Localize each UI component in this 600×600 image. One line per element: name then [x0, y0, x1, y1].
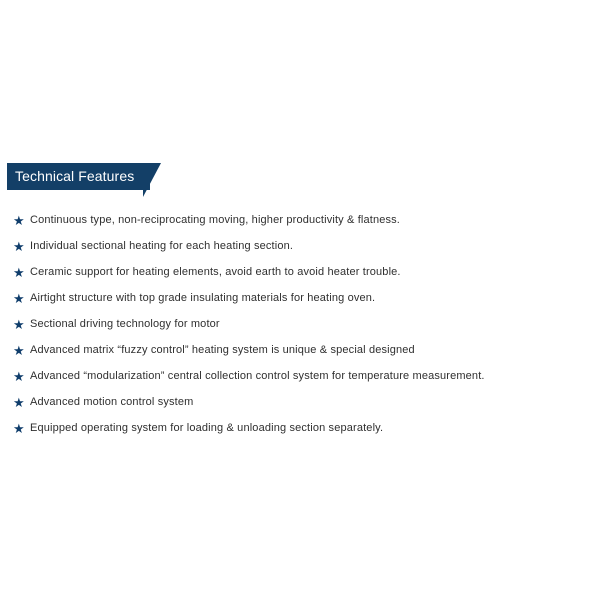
feature-item [13, 389, 588, 415]
banner-tab-decoration [143, 163, 161, 197]
feature-text: Advanced motion control system [30, 395, 194, 408]
star-icon: ★ [13, 368, 25, 384]
section-title-banner [7, 163, 150, 190]
feature-item [13, 259, 588, 285]
feature-item [13, 311, 588, 337]
feature-item [13, 337, 588, 363]
feature-item [13, 285, 588, 311]
star-icon: ★ [13, 420, 25, 436]
feature-text: Equipped operating system for loading & unloading section separately. [30, 421, 384, 434]
star-icon: ★ [13, 290, 25, 306]
feature-text: Individual sectional heating for each heating section. [30, 239, 294, 252]
star-icon: ★ [13, 342, 25, 358]
feature-item [13, 363, 588, 389]
star-icon: ★ [13, 212, 25, 228]
star-icon: ★ [13, 238, 25, 254]
feature-item [13, 415, 588, 441]
feature-item [13, 233, 588, 259]
feature-list [13, 207, 588, 441]
star-icon: ★ [13, 264, 25, 280]
feature-text: Continuous type, non-reciprocating moving, higher productivity & flatness. [30, 213, 401, 226]
section-title: Technical Features [15, 168, 135, 184]
feature-text: Ceramic support for heating elements, avoid earth to avoid heater trouble. [30, 265, 401, 278]
feature-text: Advanced “modularization” central collection control system for temperature measurement. [30, 369, 485, 382]
star-icon: ★ [13, 394, 25, 410]
feature-text: Advanced matrix “fuzzy control” heating system is unique & special designed [30, 343, 415, 356]
feature-text: Airtight structure with top grade insulating materials for heating oven. [30, 291, 376, 304]
feature-item [13, 207, 588, 233]
feature-text: Sectional driving technology for motor [30, 317, 220, 330]
star-icon: ★ [13, 316, 25, 332]
